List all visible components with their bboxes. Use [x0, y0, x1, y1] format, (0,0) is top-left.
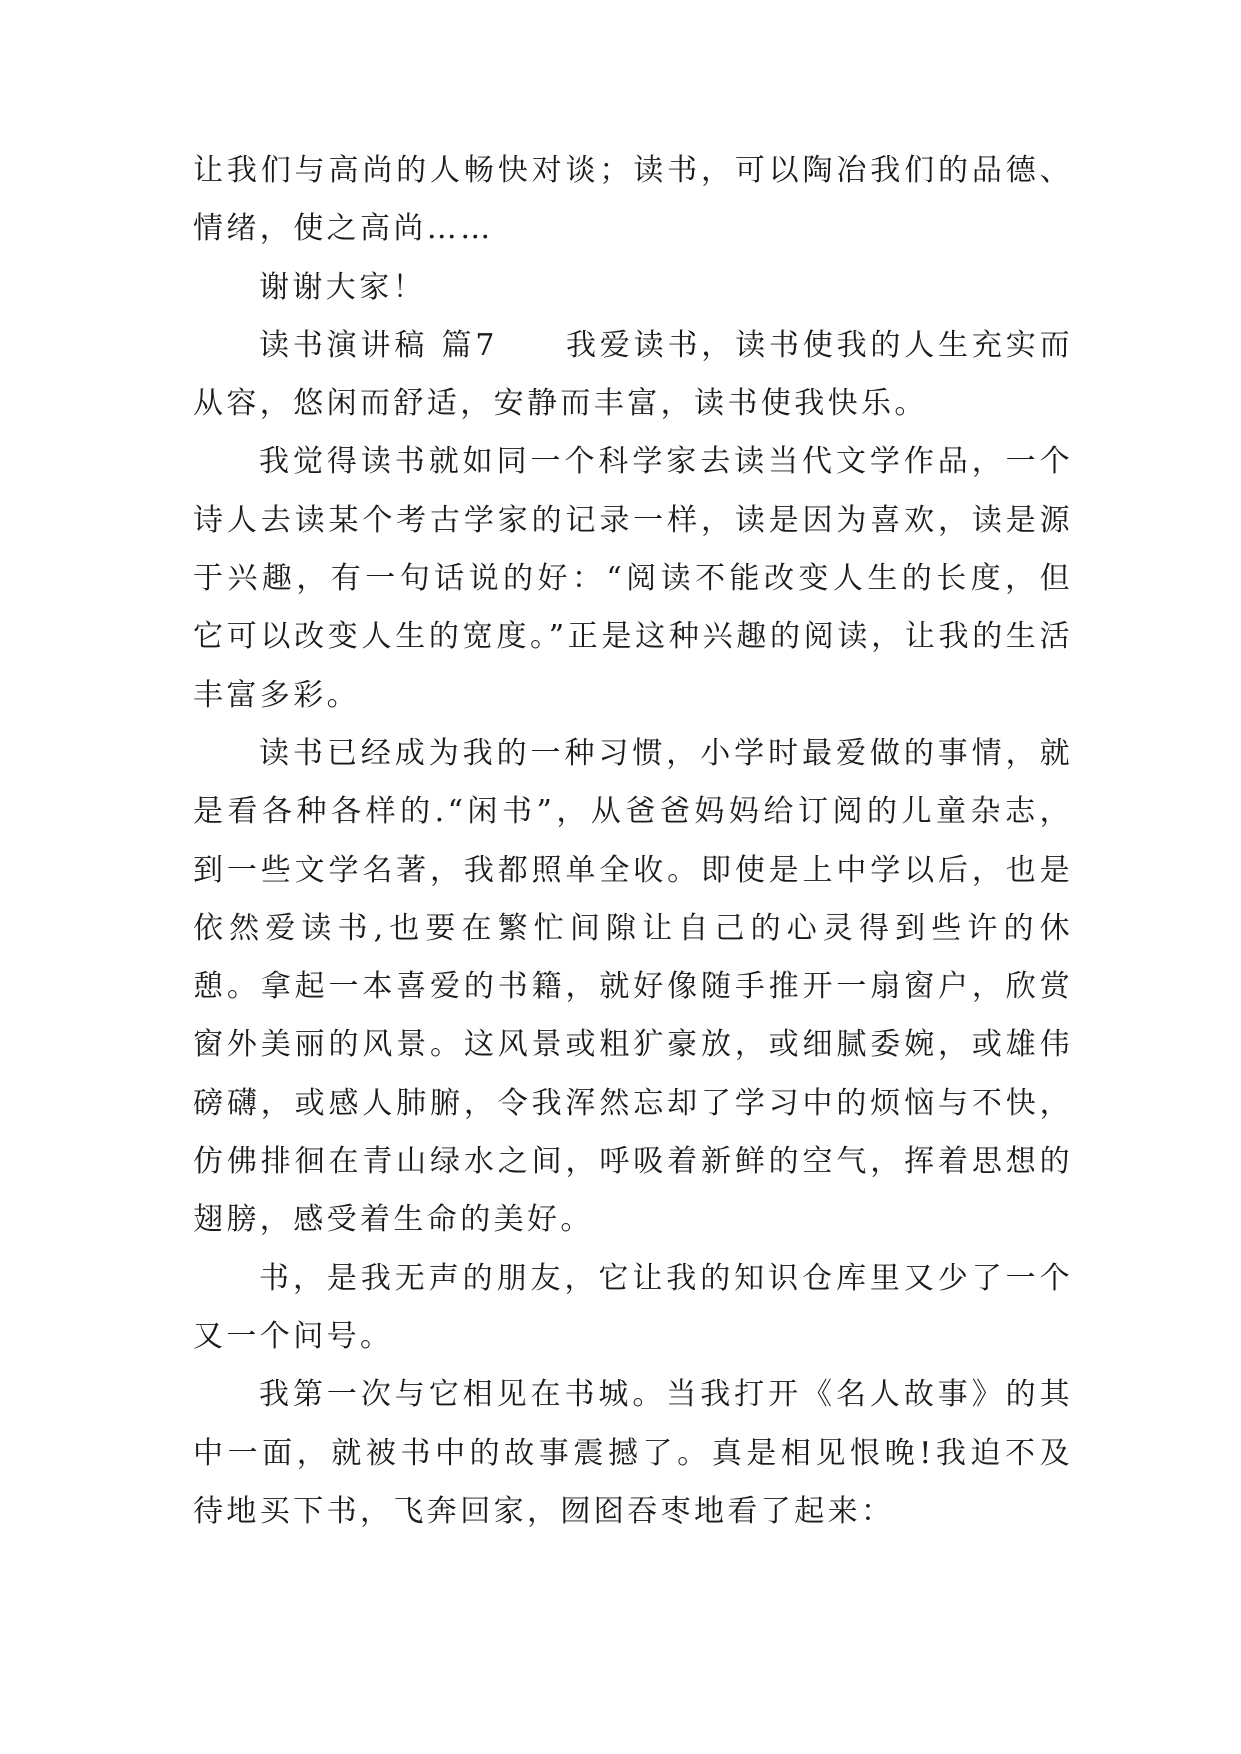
paragraph-body: 我第一次与它相见在书城。当我打开《名人故事》的其中一面，就被书中的故事震撼了。真是相见恨晚!我迫不及待地买下书，飞奔回家，囫囵吞枣地看了起来：: [193, 1377, 1073, 1529]
paragraph-body: 书，是我无声的朋友，它让我的知识仓库里又少了一个又一个问号。: [193, 1260, 1073, 1354]
paragraph-continuation: 让我们与高尚的人畅快对谈；读书，可以陶冶我们的品德、情绪，使之高尚……: [193, 153, 1073, 247]
paragraph-body: 读书已经成为我的一种习惯，小学时最爱做的事情，就是看各种各样的.“闲书”，从爸爸妈妈给订阅的儿童杂志，到一些文学名著，我都照单全收。即使是上中学以后，也是依然爱读书,也要在繁忙间隙让自己的心灵得到些许的休憩。拿起一本喜爱的书籍，就好像随手推开一扇窗户，欣赏窗外美丽的风景。这风景或粗犷豪放，或细腻委婉，或雄伟磅礴，或感人肺腑，令我浑然忘却了学习中的烦恼与不快，仿佛排徊在青山绿水之间，呼吸着新鲜的空气，挥着思想的翅膀，感受着生命的美好。: [193, 735, 1073, 1238]
paragraph-section-heading: 读书演讲稿 篇7 我爱读书，读书使我的人生充实而从容，悠闲而舒适，安静而丰富，读书使我快乐。: [193, 327, 1073, 422]
paragraph-thanks: 谢谢大家！: [259, 269, 426, 305]
paragraph-body: 我觉得读书就如同一个科学家去读当代文学作品，一个诗人去读某个考古学家的记录一样，读是因为喜欢，读是源于兴趣，有一句话说的好：“阅读不能改变人生的长度，但它可以改变人生的宽度。”正是这种兴趣的阅读，让我的生活丰富多彩。: [193, 444, 1073, 713]
document-body: [193, 142, 1073, 1541]
